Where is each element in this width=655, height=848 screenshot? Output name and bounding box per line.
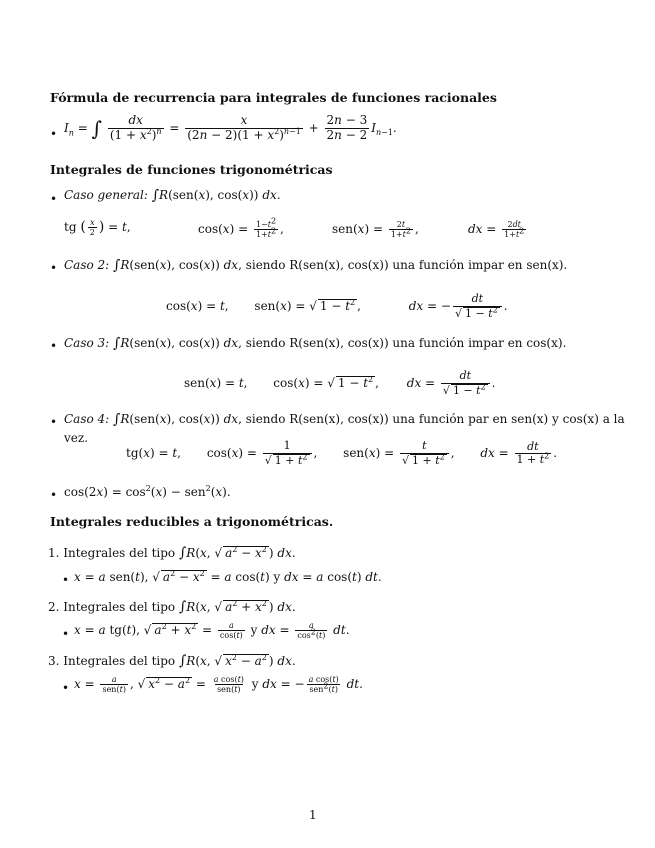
- case-4-label: Caso 4:: [64, 412, 110, 426]
- case-4: Caso 4: ∫R(sen(x), cos(x)) dx, siendo R(sen(x), cos(x)) una función par en sen(x) y cos(x) a la: [64, 411, 625, 428]
- case-3: Caso 3: ∫R(sen(x), cos(x)) dx, siendo R(sen(x), cos(x)) una función impar en cos(x).: [64, 335, 567, 352]
- bullet: •: [50, 261, 58, 275]
- list-item-1: 1. Integrales del tipo ∫R(x, √ $a^2 - x^2$ ) dx.: [48, 545, 296, 561]
- subst-dx-general: dx = $\frac{2dt}{1+t^2}$: [468, 220, 525, 240]
- case-general-label: Caso general:: [64, 188, 148, 202]
- item-1-prefix: Integrales del tipo: [63, 546, 176, 560]
- double-angle-identity: $\cos(2x) = \cos^2(x) - sen^2(x)$.: [64, 484, 231, 499]
- list-item-2: 2. Integrales del tipo ∫R(x, √ $a^2 + x^2$ ) dx.: [48, 599, 296, 615]
- item-3-subst: x = $\frac{a}{\text{sen(t)}}$ , √ $x^2 - a^2$ = $\frac{\text{a cos(t)}}{\text{sen(t)}}$ y dx = − $\frac{\text{a cos(t)}}{sen^2(t)}$ dt.: [74, 675, 363, 695]
- conj-y-3: y: [251, 677, 259, 692]
- case-3-label: Caso 3:: [64, 336, 110, 350]
- subst-cos-general: cos(x) = $\frac{1-t^2}{1+t^2}$ ,: [198, 216, 284, 240]
- case-4-subst: tg(x) = t, cos(x) = $\frac{1}{√ 1 + t^2}$ , sen(x) = $\frac{t}{√ 1 + t^2}$ , dx = $\frac{dt}{1 + t^2}$ .: [126, 439, 558, 467]
- bullet: •: [50, 488, 58, 502]
- bullet: •: [50, 339, 58, 353]
- section-heading-reducible: Integrales reducibles a trigonométricas.: [50, 514, 334, 529]
- item-2-subst: x = a tg(t), √ $a^2 + x^2$ = $\frac{a}{\cos(t)}$ y dx = $\frac{a}{\cos^2(t)}$ dt.: [74, 621, 350, 641]
- case-2-label: Caso 2:: [64, 258, 110, 272]
- bullet: •: [62, 681, 70, 695]
- conj-y-2: y: [250, 623, 258, 638]
- subst-sen-general: sen(x) = $\frac{2t}{1+t^2}$ ,: [332, 220, 419, 240]
- case-4-text-cont: vez.: [64, 431, 89, 445]
- item-1-subst: x = a sen(t), √ $a^2 - x^2 = a$ cos(t) y dx = a cos(t) dt.: [74, 569, 382, 584]
- bullet: •: [50, 415, 58, 429]
- bullet: •: [62, 627, 70, 641]
- item-2-prefix: Integrales del tipo: [63, 600, 176, 614]
- page-number: 1: [309, 808, 317, 822]
- case-general: Caso general: ∫R(sen(x), cos(x)) dx.: [64, 187, 281, 204]
- case-2-text: , siendo R(sen(x), cos(x)) una función impar en sen(x).: [238, 258, 568, 272]
- section-heading-recurrence: Fórmula de recurrencia para integrales de funciones racionales: [50, 90, 497, 105]
- section-heading-trig: Integrales de funciones trigonométricas: [50, 162, 333, 177]
- bullet: •: [50, 127, 58, 141]
- bullet: •: [62, 573, 70, 587]
- recurrence-formula: $I_n$ = ∫ $\frac{dx}{(1 + x^2)^n}$ = $\frac{x}{(2n - 2)(1 + x^2)^{n-1}}$ + $\frac{2n - 3}{2n - 2}$ $I_{n-1}$.: [64, 113, 397, 142]
- bullet: •: [50, 192, 58, 206]
- list-item-3: 3. Integrales del tipo ∫R(x, √ $x^2 - a^2$ ) dx.: [48, 653, 296, 669]
- case-2-subst: cos(x) = t, sen(x) = √ $1 - t^2$ , dx = − $\frac{dt}{√ 1 - t^2}$ .: [166, 292, 508, 320]
- subst-tan-half: tg ( $\frac{x}{2}$ ) = t,: [64, 218, 131, 238]
- case-3-subst: sen(x) = t, cos(x) = √ $1 - t^2$ , dx = $\frac{dt}{√ 1 - t^2}$ .: [184, 369, 496, 397]
- case-4-text: , siendo R(sen(x), cos(x)) una función par en sen(x) y cos(x) a la: [238, 412, 625, 426]
- conj-y-1: y: [273, 570, 281, 584]
- case-3-text: , siendo R(sen(x), cos(x)) una función impar en cos(x).: [238, 336, 567, 350]
- item-3-prefix: Integrales del tipo: [63, 654, 176, 668]
- case-2: Caso 2: ∫R(sen(x), cos(x)) dx, siendo R(sen(x), cos(x)) una función impar en sen(x).: [64, 257, 568, 274]
